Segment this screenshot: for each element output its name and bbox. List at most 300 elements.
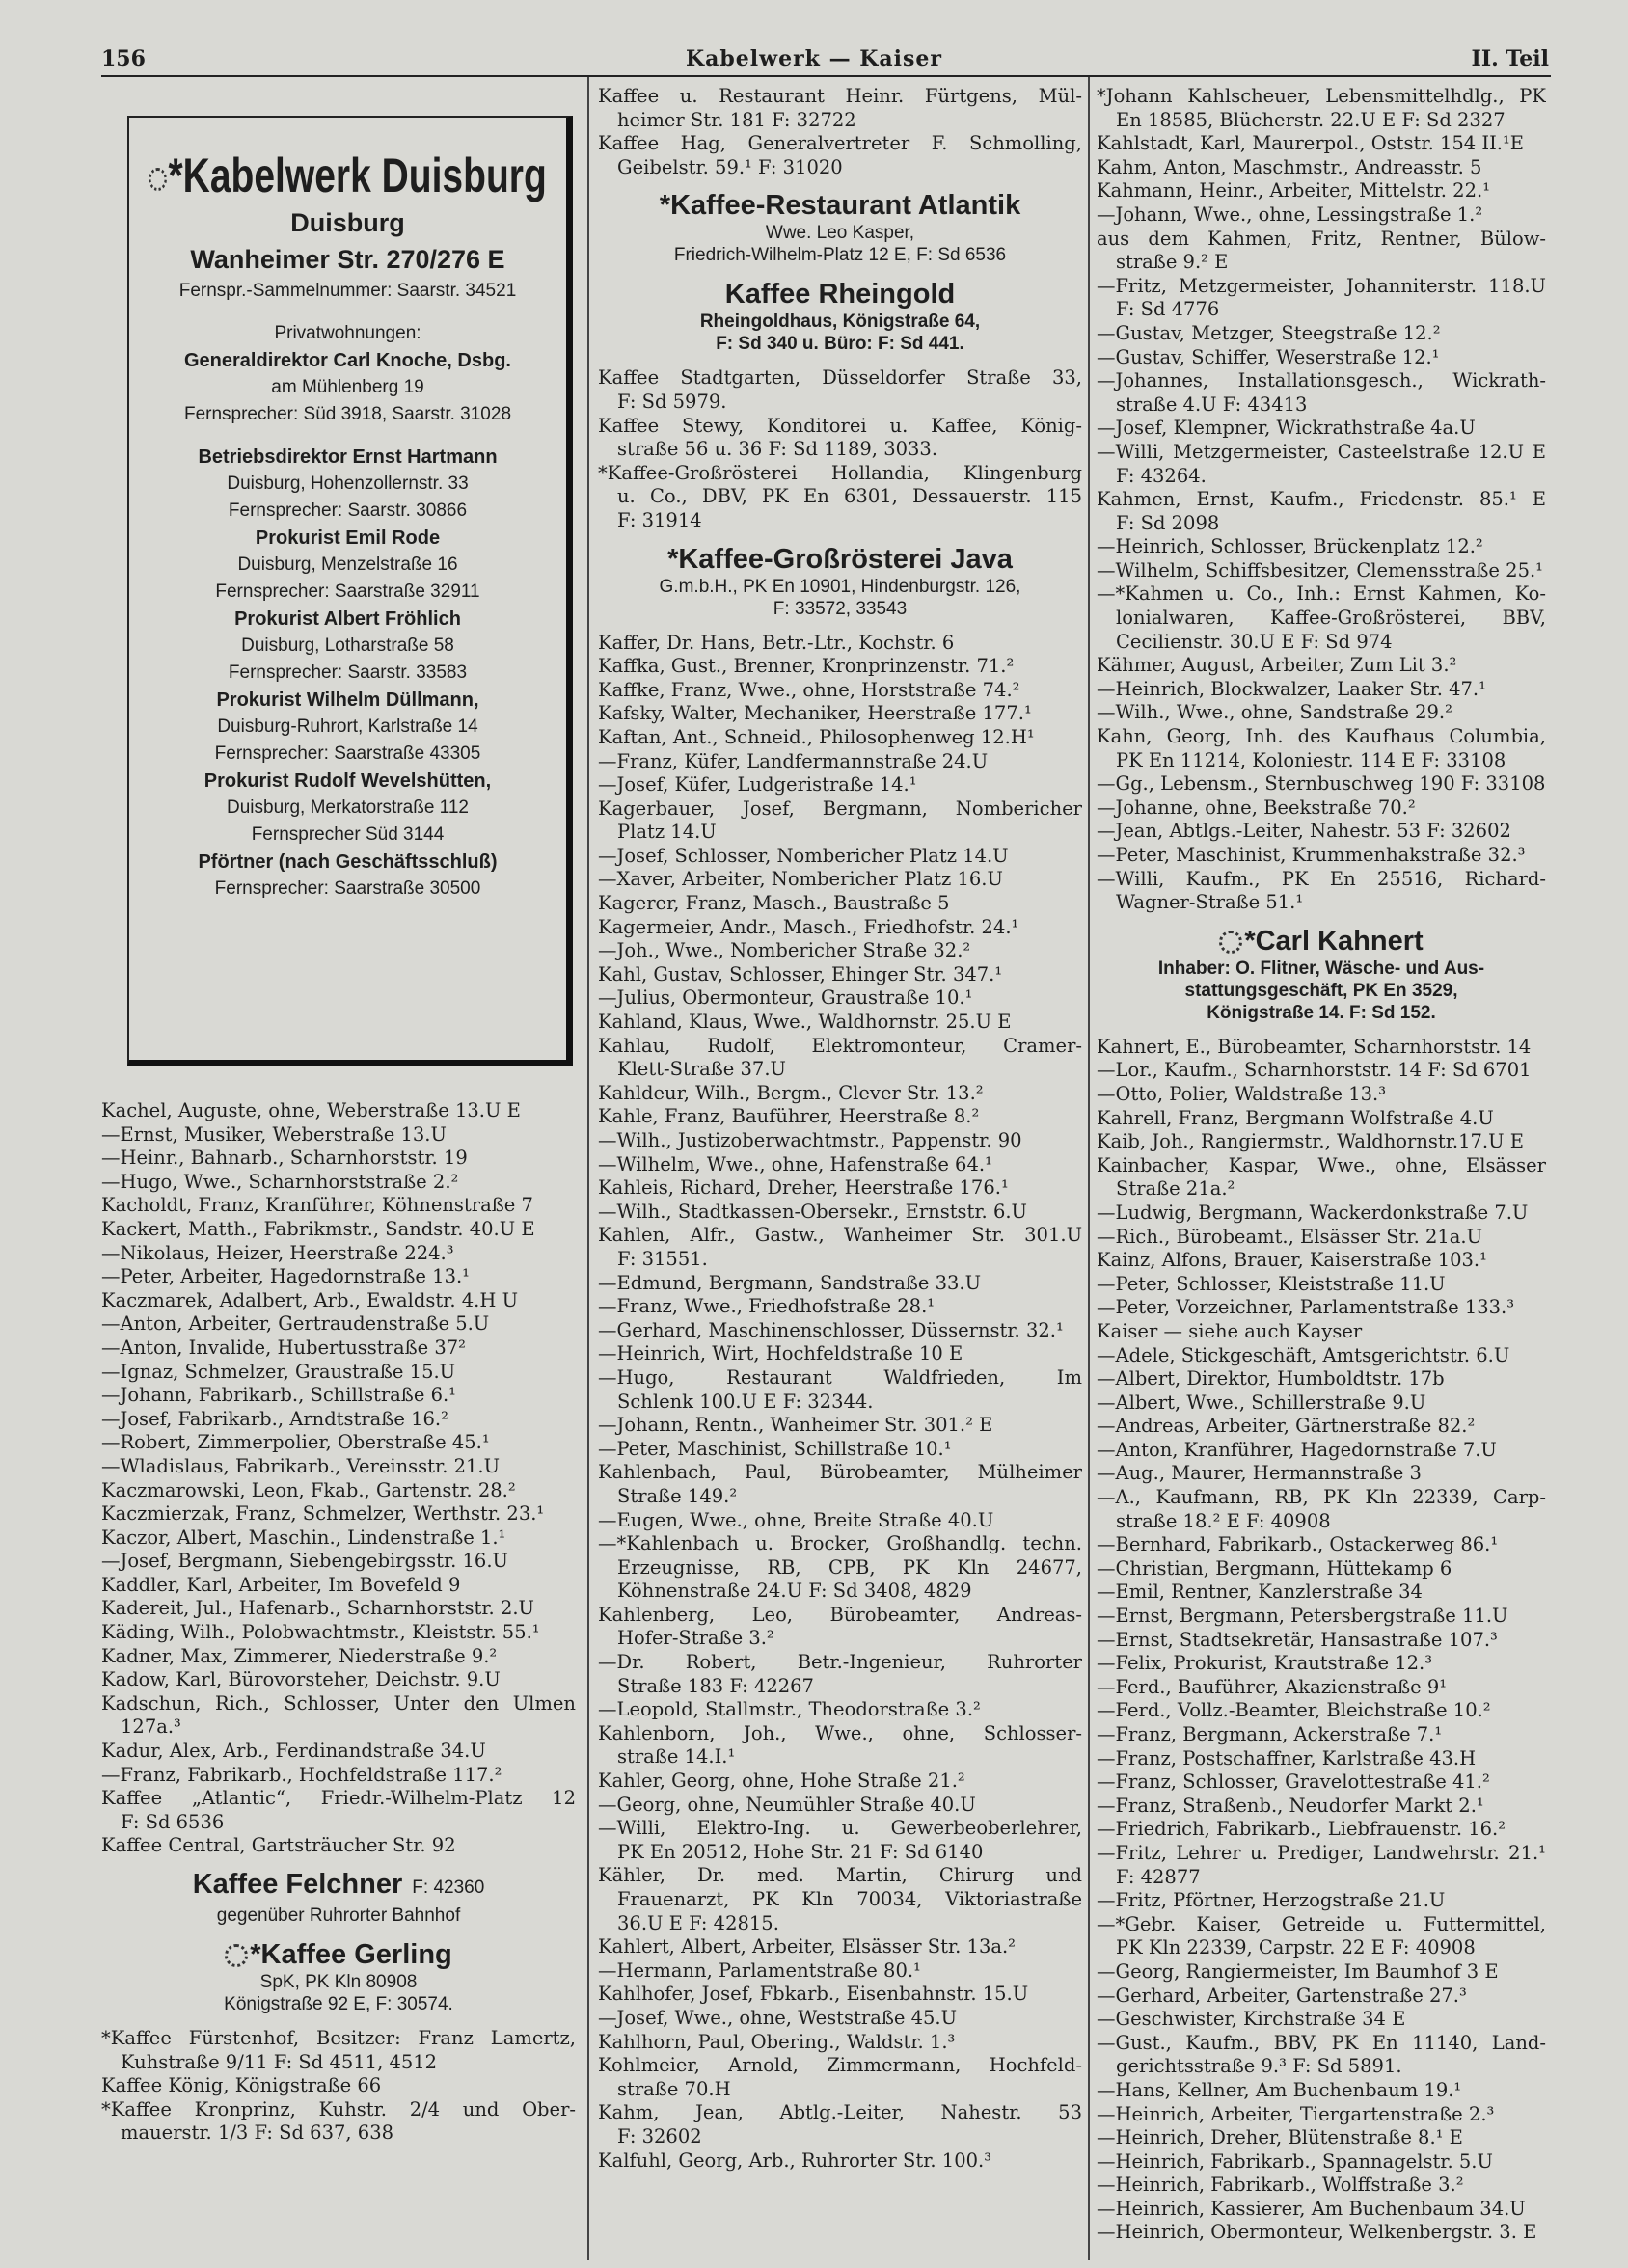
entry-line: —Jean, Abtlgs.-Leiter, Nahestr. 53 F: 32602: [1097, 820, 1511, 843]
directory-entry: [101, 1502, 576, 1526]
directory-entry: [598, 679, 1082, 703]
directory-entry: [598, 1935, 1082, 1959]
entry-line: —Fritz, Metzgermeister, Johanniterstr. 118.U: [1097, 274, 1546, 297]
entry-line: Käding, Wilh., Polobwachtmstr., Kleiststr. 55.¹: [101, 1621, 540, 1644]
directory-entry: [598, 1082, 1082, 1106]
entry-line: Kaffee Hag, Generalvertreter F. Schmolling,: [598, 132, 1082, 155]
entry-line: straße 9.² E: [1116, 251, 1229, 274]
directory-entry: [101, 1099, 576, 1123]
entry-line: 36.U E F: 42815.: [617, 1911, 779, 1934]
directory-entry: [1097, 1154, 1546, 1202]
directory-entry: [598, 702, 1082, 726]
directory-entry: [1097, 1059, 1546, 1083]
column-divider: [587, 77, 589, 2260]
directory-entry: [598, 1438, 1082, 1462]
display-advertisement: [101, 1868, 576, 1927]
entry-line: —Rich., Bürobeamt., Elsässer Str. 21a.U: [1097, 1225, 1483, 1248]
entry-line: —Peter, Vorzeichner, Parlamentstraße 133.³: [1097, 1296, 1515, 1319]
ad-heading: [1097, 925, 1546, 958]
entry-line: Wagner-Straße 51.¹: [1116, 891, 1304, 914]
directory-entry: [598, 773, 1082, 797]
directory-entry: [101, 1171, 576, 1195]
ad-line: SpK, PK Kln 80908: [259, 1972, 418, 1992]
directory-entry: [101, 1431, 576, 1455]
directory-entry: [1097, 1723, 1546, 1747]
entry-line: Kahlhofer, Josef, Fbkarb., Eisenbahnstr. 15.U: [598, 1983, 1029, 2006]
entry-line: —Wladislaus, Fabrikarb., Vereinsstr. 21.U: [101, 1454, 501, 1477]
directory-entry: [1097, 1580, 1546, 1605]
directory-entry: [598, 1817, 1082, 1864]
directory-entry: [1097, 1202, 1546, 1226]
entry-line: Kahland, Klaus, Wwe., Waldhornstr. 25.U E: [598, 1011, 1012, 1034]
entry-line: gerichtsstraße 9.³ F: Sd 5891.: [1116, 2055, 1402, 2078]
directory-entry: [598, 2101, 1082, 2148]
directory-entry: [1097, 796, 1546, 821]
ad-line: Rheingoldhaus, Königstraße 64,: [699, 311, 981, 333]
directory-entry: [101, 1550, 576, 1574]
entry-line: Kahm, Anton, Maschmstr., Andreasstr. 5: [1097, 155, 1482, 178]
entry-line: Kaffee „Atlantic“, Friedr.-Wilhelm-Platz 12: [101, 1787, 576, 1810]
directory-entry: [598, 1176, 1082, 1201]
directory-entry: [101, 1526, 576, 1551]
entry-line: —Franz, Postschaffner, Karlstraße 43.H: [1097, 1746, 1477, 1769]
ad-line: Privatwohnungen:: [274, 323, 421, 343]
entry-line: Kaczor, Albert, Maschin., Lindenstraße 1.¹: [101, 1526, 506, 1549]
directory-entry: [1097, 132, 1546, 156]
entry-line: —Friedrich, Fabrikarb., Liebfrauenstr. 16.²: [1097, 1818, 1506, 1841]
entry-line: —Otto, Polier, Waldstraße 13.³: [1097, 1082, 1387, 1105]
entry-line: Kaffee Stadtgarten, Düsseldorfer Straße 33,: [598, 366, 1082, 390]
entry-line: —Willi, Kaufm., PK En 25516, Richard-: [1097, 867, 1546, 890]
entry-line: —Heinrich, Fabrikarb., Wolffstraße 3.²: [1097, 2174, 1464, 2197]
directory-entry: [101, 1787, 576, 1834]
directory-entry: [598, 2149, 1082, 2174]
entry-line: PK Kln 22339, Carpstr. 22 E F: 40908: [1116, 1936, 1476, 1959]
ad-line: Königstraße 14. F: Sd 152.: [1207, 1002, 1436, 1023]
directory-entry: [101, 2074, 576, 2098]
directory-entry: [101, 1194, 576, 1218]
entry-line: Straße 21a.²: [1116, 1177, 1235, 1201]
display-advertisement: [598, 189, 1082, 266]
ad-line: Inhaber: O. Flitner, Wäsche- und Aus-: [1157, 958, 1485, 979]
directory-entry: [1097, 2079, 1546, 2103]
directory-entry: [1097, 1462, 1546, 1486]
entry-line: —Gust., Kaufm., BBV, PK En 11140, Land-: [1097, 2031, 1546, 2054]
ad-title: [132, 147, 563, 204]
entry-line: Hofer-Straße 3.²: [617, 1627, 774, 1650]
spacer: [129, 305, 566, 320]
entry-line: —Aug., Maurer, Hermannstraße 3: [1097, 1462, 1422, 1485]
directory-entry: [598, 963, 1082, 987]
ad-line: Fernsprecher Süd 3144: [251, 824, 445, 845]
entry-line: —Hugo, Restaurant Waldfrieden, Im: [598, 1365, 1082, 1389]
entry-line: —Anton, Arbeiter, Gertraudenstraße 5.U: [101, 1312, 490, 1336]
ad-line: Prokurist Wilhelm Düllmann,: [216, 689, 479, 711]
directory-entry: [598, 1295, 1082, 1319]
directory-entry: [598, 939, 1082, 963]
ad-line: Fernspr.-Sammelnummer: Saarstr. 34521: [178, 281, 517, 301]
entry-line: —Josef, Fabrikarb., Arndtstraße 16.²: [101, 1407, 448, 1430]
entry-line: —Wilh., Wwe., ohne, Sandstraße 29.²: [1097, 701, 1452, 724]
entry-line: straße 56 u. 36 F: Sd 1189, 3033.: [617, 438, 938, 461]
entry-line: Kuhstraße 9/11 F: Sd 4511, 4512: [121, 2050, 438, 2073]
directory-entry: [598, 1105, 1082, 1129]
directory-entry: [598, 1698, 1082, 1722]
entry-line: Straße 183 F: 42267: [617, 1674, 814, 1697]
entry-line: Kahlenbach, Paul, Bürobeamter, Mülheimer: [598, 1461, 1082, 1484]
entry-line: —Gustav, Metzger, Steegstraße 12.²: [1097, 321, 1441, 344]
entry-line: —Franz, Fabrikarb., Hochfeldstraße 117.²: [101, 1763, 502, 1786]
entry-line: —*Gebr. Kaiser, Getreide u. Futtermittel,: [1097, 1912, 1546, 1935]
entry-line: —Johann, Rentn., Wanheimer Str. 301.² E: [598, 1414, 993, 1437]
directory-entry: [1097, 1984, 1546, 2009]
entry-line: Kahlen, Alfr., Gastw., Wanheimer Str. 301.U: [598, 1224, 1082, 1247]
entry-line: —Geschwister, Kirchstraße 34 E: [1097, 2008, 1406, 2031]
directory-entry: [598, 1224, 1082, 1271]
entry-line: —Gg., Lebensm., Sternbuschweg 190 F: 33108: [1097, 772, 1546, 796]
directory-entry: [598, 132, 1082, 179]
directory-entry: [101, 1312, 576, 1336]
directory-entry: [1097, 1130, 1546, 1154]
entry-line: Kaddler, Karl, Arbeiter, Im Bovefeld 9: [101, 1573, 461, 1596]
entry-line: —Julius, Obermonteur, Graustraße 10.¹: [598, 986, 973, 1010]
entry-line: Platz 14.U: [617, 821, 717, 844]
column-3: [1097, 85, 1546, 2245]
directory-entry: [101, 1764, 576, 1788]
directory-entry: [598, 1769, 1082, 1794]
entry-line: —Wilhelm, Schiffsbesitzer, Clemensstraße 25.¹: [1097, 558, 1544, 581]
directory-entry: [1097, 535, 1546, 559]
directory-entry: [1097, 1320, 1546, 1344]
directory-entry: [598, 1959, 1082, 1984]
ad-line: Duisburg, Menzelstraße 16: [237, 554, 458, 575]
entry-line: En 18585, Blücherstr. 22.U E F: Sd 2327: [1116, 108, 1506, 131]
directory-entry: [101, 1479, 576, 1503]
directory-entry: [1097, 85, 1546, 132]
directory-entry: [598, 916, 1082, 940]
entry-line: *Kaffee Kronprinz, Kuhstr. 2/4 und Ober-: [101, 2097, 576, 2120]
directory-entry: [1097, 582, 1546, 654]
entry-line: Kackert, Matth., Fabrikmstr., Sandstr. 40.U E: [101, 1217, 535, 1240]
directory-entry: [1097, 1226, 1546, 1250]
directory-entry: [1097, 179, 1546, 203]
wreath-logo-icon: [149, 168, 167, 191]
entry-line: —Ferd., Bauführer, Akazienstraße 9¹: [1097, 1675, 1448, 1698]
ad-heading-text: *Kaffee Gerling: [250, 1939, 452, 1970]
entry-line: Kaffke, Franz, Wwe., ohne, Horststraße 74.²: [598, 678, 1020, 701]
directory-entry: [598, 1272, 1082, 1296]
entry-line: Kahlenberg, Leo, Bürobeamter, Andreas-: [598, 1603, 1082, 1626]
entry-line: Kahnert, E., Bürobeamter, Scharnhorststr. 14: [1097, 1035, 1532, 1058]
entry-line: —Wilhelm, Wwe., ohne, Hafenstraße 64.¹: [598, 1152, 992, 1175]
directory-entry: [1097, 346, 1546, 370]
directory-entry: [598, 1722, 1082, 1769]
entry-line: Kahmen, Ernst, Kaufm., Friedenstr. 85.¹ E: [1097, 488, 1546, 511]
entry-line: —Leopold, Stallmstr., Theodorstraße 3.²: [598, 1698, 981, 1721]
entry-line: Kaffer, Dr. Hans, Betr.-Ltr., Kochstr. 6: [598, 631, 955, 654]
ad-line: Friedrich-Wilhelm-Platz 12 E, F: Sd 6536: [673, 245, 1007, 266]
ad-heading-text: *Kaffee-Restaurant Atlantik: [659, 190, 1021, 222]
entry-line: *Kaffee Fürstenhof, Besitzer: Franz Lamertz,: [101, 2027, 576, 2049]
entry-line: —Ernst, Bergmann, Petersbergstraße 11.U: [1097, 1605, 1508, 1628]
directory-entry: [598, 655, 1082, 679]
entry-line: heimer Str. 181 F: 32722: [617, 108, 856, 131]
ad-line: Pförtner (nach Geschäftsschluß): [198, 851, 498, 873]
page-number: 156: [101, 46, 146, 71]
directory-entry: [1097, 725, 1546, 772]
entry-line: Kalfuhl, Georg, Arb., Ruhrorter Str. 100.³: [598, 2148, 992, 2172]
directory-entry: [1097, 1344, 1546, 1368]
directory-entry: [1097, 156, 1546, 180]
display-advertisement: [1097, 925, 1546, 1024]
entry-line: —Gerhard, Arbeiter, Gartenstraße 27.³: [1097, 1984, 1467, 2007]
entry-line: —Wilh., Justizoberwachtmstr., Pappenstr. 90: [598, 1129, 1022, 1151]
entry-line: —Franz, Schlosser, Gravelottestraße 41.²: [1097, 1770, 1490, 1794]
entry-line: —Eugen, Wwe., ohne, Breite Straße 40.U: [598, 1508, 994, 1531]
directory-entry: [598, 2007, 1082, 2031]
directory-entry: [598, 1794, 1082, 1818]
column-1: [101, 1099, 576, 2146]
directory-entry: [1097, 868, 1546, 915]
directory-entry: [101, 1455, 576, 1479]
entry-line: —Willi, Metzgermeister, Casteelstraße 12.U E: [1097, 440, 1546, 463]
kabelwerk-duisburg-advertisement: [127, 116, 573, 1066]
entry-line: Klett-Straße 37.U: [617, 1058, 786, 1081]
ad-heading-text: Kaffee Rheingold: [724, 279, 956, 310]
entry-line: lonialwaren, Kaffee-Großrösterei, BBV,: [1116, 607, 1546, 630]
ad-title-text: *Kabelwerk Duisburg: [168, 148, 547, 202]
directory-entry: [1097, 772, 1546, 796]
directory-entry: [1097, 2198, 1546, 2222]
ad-line: Prokurist Albert Fröhlich: [234, 608, 461, 630]
directory-entry: [598, 797, 1082, 845]
entry-line: Kaffee König, Königstraße 66: [101, 2074, 382, 2097]
directory-entry: [1097, 559, 1546, 583]
directory-entry: [1097, 369, 1546, 417]
directory-entry: [1097, 1415, 1546, 1439]
entry-line: Kahlstadt, Karl, Maurerpol., Oststr. 154 II.¹E: [1097, 132, 1525, 155]
entry-line: Kadow, Karl, Bürovorsteher, Deichstr. 9.U: [101, 1668, 501, 1691]
entry-line: —Adele, Stickgeschäft, Amtsgerichtstr. 6.U: [1097, 1343, 1510, 1366]
entry-line: —Peter, Maschinist, Schillstraße 10.¹: [598, 1437, 952, 1460]
directory-entry: [598, 1461, 1082, 1508]
entry-line: Kaffka, Gust., Brenner, Kronprinzenstr. 71.²: [598, 655, 1015, 678]
entry-line: straße 14.I.¹: [617, 1745, 736, 1768]
running-title: Kabelwerk — Kaiser: [686, 46, 942, 71]
entry-line: —Ludwig, Bergmann, Wackerdonkstraße 7.U: [1097, 1201, 1529, 1224]
directory-entry: [1097, 1083, 1546, 1107]
directory-entry: [101, 1384, 576, 1408]
entry-line: —Peter, Arbeiter, Hagedornstraße 13.¹: [101, 1265, 470, 1288]
directory-entry: [1097, 1842, 1546, 1889]
entry-line: F: 31551.: [617, 1247, 708, 1270]
directory-entry: [598, 1319, 1082, 1343]
directory-entry: [101, 2027, 576, 2074]
ad-heading: [598, 278, 1082, 310]
spacer: [129, 428, 566, 444]
entry-line: —Heinrich, Kassierer, Am Buchenbaum 34.U: [1097, 2197, 1526, 2220]
entry-line: —Felix, Prokurist, Krautstraße 12.³: [1097, 1652, 1433, 1675]
entry-line: —Heinrich, Blockwalzer, Laaker Str. 47.¹: [1097, 677, 1486, 700]
entry-line: Kähler, Dr. med. Martin, Chirurg und: [598, 1864, 1082, 1887]
entry-line: Kähmer, August, Arbeiter, Zum Lit 3.²: [1097, 654, 1457, 677]
entry-line: —Hugo, Wwe., Scharnhorststraße 2.²: [101, 1170, 459, 1193]
entry-line: —Heinrich, Schlosser, Brückenplatz 12.²: [1097, 535, 1483, 558]
entry-line: Kadner, Max, Zimmerer, Niederstraße 9.²: [101, 1644, 498, 1667]
entry-line: Kaffee Stewy, Konditorei u. Kaffee, König-: [598, 414, 1082, 437]
entry-line: F: 42877: [1116, 1865, 1201, 1888]
ad-line: F: 33572, 33543: [773, 598, 908, 619]
ad-line: am Mühlenberg 19: [271, 377, 424, 397]
ad-line: Fernsprecher: Saarstraße 30500: [214, 878, 481, 899]
entry-line: mauerstr. 1/3 F: Sd 637, 638: [121, 2121, 394, 2145]
entry-line: Kahn, Georg, Inh. des Kaufhaus Columbia,: [1097, 725, 1546, 748]
directory-entry: [598, 1011, 1082, 1035]
entry-line: —Heinrich, Wirt, Hochfeldstraße 10 E: [598, 1342, 963, 1365]
wreath-logo-icon: [225, 1944, 248, 1967]
directory-entry: [598, 726, 1082, 750]
entry-line: —Anton, Invalide, Hubertusstraße 37²: [101, 1336, 466, 1359]
entry-line: Kaczmarowski, Leon, Fkab., Gartenstr. 28.²: [101, 1478, 516, 1501]
directory-entry: [1097, 1605, 1546, 1629]
entry-line: —Georg, ohne, Neumühler Straße 40.U: [598, 1793, 976, 1816]
entry-line: Kahldeur, Wilh., Bergm., Clever Str. 13.²: [598, 1081, 984, 1104]
entry-line: —Emil, Rentner, Kanzlerstraße 34: [1097, 1580, 1423, 1604]
directory-entry: [1097, 1818, 1546, 1842]
entry-line: Kohlmeier, Arnold, Zimmermann, Hochfeld-: [598, 2054, 1082, 2077]
directory-entry: [1097, 1913, 1546, 1960]
directory-entry: [101, 1147, 576, 1171]
entry-line: Kadereit, Jul., Hafenarb., Scharnhorststr. 2.U: [101, 1597, 534, 1620]
ad-line: Fernsprecher: Saarstr. 30866: [228, 500, 468, 521]
entry-line: —Heinrich, Fabrikarb., Spannagelstr. 5.U: [1097, 2149, 1493, 2173]
directory-entry: [101, 1218, 576, 1242]
ad-heading-text: Kaffee Felchner: [192, 1869, 403, 1900]
entry-line: Kahler, Georg, ohne, Hohe Straße 21.²: [598, 1769, 965, 1793]
ad-line: Betriebsdirektor Ernst Hartmann: [198, 446, 498, 468]
directory-entry: [598, 845, 1082, 869]
ad-heading: [598, 189, 1082, 222]
ad-line: Königstraße 92 E, F: 30574.: [224, 1994, 453, 2014]
directory-entry: [1097, 1629, 1546, 1653]
directory-entry: [101, 1361, 576, 1385]
entry-line: —Johannes, Installationsgesch., Wickrath-: [1097, 369, 1546, 392]
entry-line: Kachel, Auguste, ohne, Weberstraße 13.U E: [101, 1099, 521, 1121]
entry-line: —Xaver, Arbeiter, Nombericher Platz 16.U: [598, 868, 1003, 891]
entry-line: Cecilienstr. 30.U E F: Sd 974: [1116, 630, 1393, 653]
entry-line: —Josef, Küfer, Ludgeristraße 14.¹: [598, 773, 917, 796]
entry-line: —Franz, Küfer, Landfermannstraße 24.U: [598, 749, 989, 772]
entry-line: Kaczmierzak, Franz, Schmelzer, Werthstr. 23.¹: [101, 1502, 545, 1526]
directory-entry: [1097, 1652, 1546, 1676]
entry-line: —Albert, Wwe., Schillerstraße 9.U: [1097, 1390, 1426, 1414]
entry-line: —Lor., Kaufm., Scharnhorststr. 14 F: Sd 6701: [1097, 1059, 1532, 1082]
entry-line: —Anton, Kranführer, Hagedornstraße 7.U: [1097, 1438, 1497, 1461]
directory-entry: [1097, 2103, 1546, 2127]
directory-entry: [1097, 2221, 1546, 2245]
entry-line: —Heinrich, Arbeiter, Tiergartenstraße 2.³: [1097, 2102, 1495, 2125]
ad-line: Duisburg-Ruhrort, Karlstraße 14: [217, 716, 478, 737]
directory-entry: [598, 750, 1082, 774]
entry-line: —Franz, Bergmann, Ackerstraße 7.¹: [1097, 1723, 1443, 1745]
directory-entry: [598, 1153, 1082, 1177]
directory-entry: [1097, 1557, 1546, 1581]
directory-entry: [101, 2098, 576, 2146]
directory-entry: [1097, 2174, 1546, 2198]
ad-phone: F: 42360: [412, 1877, 485, 1898]
directory-entry: [1097, 1249, 1546, 1273]
entry-line: —Heinr., Bahnarb., Scharnhorststr. 19: [101, 1147, 468, 1170]
entry-line: Kaczmarek, Adalbert, Arb., Ewaldstr. 4.H U: [101, 1288, 518, 1311]
entry-line: Geibelstr. 59.¹ F: 31020: [617, 155, 843, 178]
entry-line: —Bernhard, Fabrikarb., Ostackerweg 86.¹: [1097, 1533, 1499, 1556]
directory-entry: [1097, 1439, 1546, 1463]
entry-line: —Peter, Schlosser, Kleiststraße 11.U: [1097, 1272, 1446, 1295]
entry-line: F: Sd 4776: [1116, 298, 1220, 321]
ad-heading-text: *Carl Kahnert: [1244, 925, 1424, 957]
directory-entry: [101, 1834, 576, 1858]
directory-entry: [598, 415, 1082, 462]
directory-entry: [1097, 1795, 1546, 1819]
directory-entry: [598, 85, 1082, 132]
entry-line: Kafsky, Walter, Mechaniker, Heerstraße 177.¹: [598, 702, 1032, 725]
directory-entry: [598, 868, 1082, 892]
directory-entry: [101, 1740, 576, 1764]
directory-entry: [1097, 1676, 1546, 1700]
entry-line: Kaffee Central, Gartsträucher Str. 92: [101, 1834, 456, 1857]
directory-entry: [598, 1864, 1082, 1935]
directory-entry: [101, 1289, 576, 1313]
entry-line: —Peter, Maschinist, Krummenhakstraße 32.³: [1097, 844, 1526, 866]
directory-entry: [598, 1201, 1082, 1225]
entry-line: —*Kahlenbach u. Brocker, Großhandlg. techn.: [598, 1532, 1082, 1555]
directory-entry: [598, 1509, 1082, 1533]
entry-line: —Johanne, ohne, Beekstraße 70.²: [1097, 796, 1416, 819]
directory-entry: [101, 1597, 576, 1621]
directory-entry: [1097, 203, 1546, 228]
ad-line: F: Sd 340 u. Büro: F: Sd 441.: [716, 334, 964, 355]
wreath-logo-icon: [1219, 931, 1242, 954]
ad-line: Wanheimer Str. 270/276 E: [190, 245, 505, 274]
entry-line: F: 32602: [617, 2124, 702, 2147]
entry-line: Kahleis, Richard, Dreher, Heerstraße 176.¹: [598, 1176, 1009, 1200]
directory-entry: [1097, 1273, 1546, 1297]
entry-line: PK En 20512, Hohe Str. 21 F: Sd 6140: [617, 1840, 984, 1863]
directory-entry: [101, 1265, 576, 1289]
entry-line: —Josef, Klempner, Wickrathstraße 4a.U: [1097, 417, 1476, 440]
header-rule: [101, 75, 1551, 77]
entry-line: F: 43264.: [1116, 464, 1207, 487]
entry-line: 127a.³: [121, 1715, 181, 1739]
entry-line: —Edmund, Bergmann, Sandstraße 33.U: [598, 1271, 982, 1294]
entry-line: Kaib, Joh., Rangiermstr., Waldhornstr.17.U E: [1097, 1130, 1524, 1153]
display-advertisement: [598, 543, 1082, 620]
directory-entry: [598, 1532, 1082, 1604]
entry-line: Kagerer, Franz, Masch., Baustraße 5: [598, 892, 950, 915]
directory-entry: [101, 1123, 576, 1148]
ad-lines: [129, 204, 566, 903]
entry-line: Kahm, Jean, Abtlg.-Leiter, Nahestr. 53: [598, 2101, 1082, 2124]
directory-entry: [1097, 820, 1546, 844]
directory-entry: [101, 1408, 576, 1432]
entry-line: Kahlhorn, Paul, Obering., Waldstr. 1.³: [598, 2030, 956, 2053]
entry-line: Kagermeier, Andr., Masch., Friedhofstr. 24.¹: [598, 915, 1019, 938]
ad-heading-text: *Kaffee-Großrösterei Java: [667, 543, 1013, 575]
directory-entry: [1097, 1699, 1546, 1723]
entry-line: *Johann Kahlscheuer, Lebensmittelhdlg., PK: [1097, 85, 1546, 107]
entry-line: —Ignaz, Schmelzer, Graustraße 15.U: [101, 1360, 456, 1383]
ad-line: Duisburg, Merkatorstraße 112: [227, 797, 469, 818]
